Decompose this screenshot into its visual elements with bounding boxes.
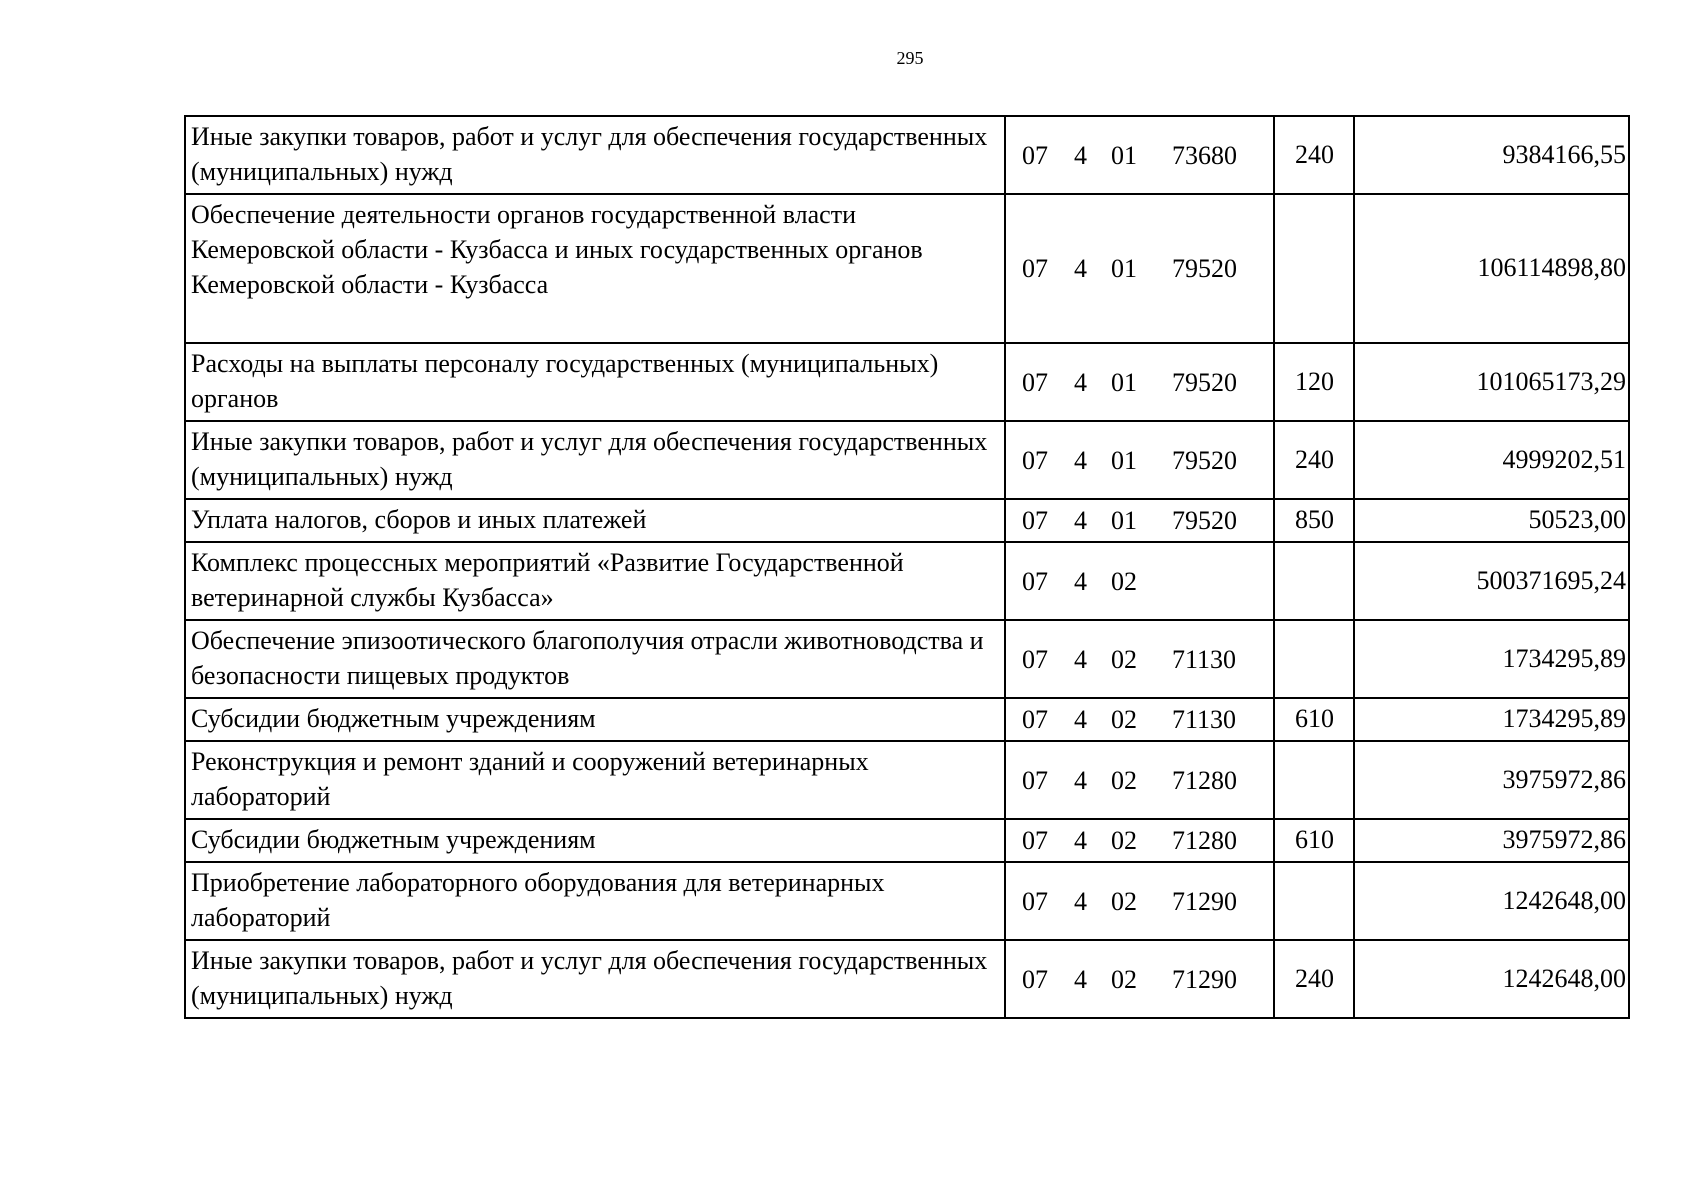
table-row [185, 499, 1629, 542]
subprogram-code: 02 [1111, 886, 1137, 916]
expense-type-code [1274, 862, 1354, 940]
expense-type-code: 240 [1274, 116, 1354, 194]
amount-value: 1242648,00 [1354, 940, 1629, 1018]
subprogram-code: 01 [1111, 254, 1137, 283]
direction-code: 79520 [1172, 367, 1237, 397]
direction-code: 79520 [1172, 445, 1237, 475]
section-code: 07 [1022, 964, 1048, 994]
direction-code: 71130 [1172, 705, 1237, 734]
direction-code: 71130 [1172, 644, 1237, 674]
expense-type-code [1274, 542, 1354, 620]
expense-type-code: 240 [1274, 421, 1354, 499]
table-row [185, 116, 1629, 194]
expense-type-code: 120 [1274, 343, 1354, 421]
table-row [185, 620, 1629, 698]
subprogram-code: 01 [1111, 367, 1137, 397]
program-code: 4 [1074, 705, 1087, 734]
program-code: 4 [1074, 886, 1087, 916]
program-code: 4 [1074, 826, 1087, 855]
amount-value: 4999202,51 [1354, 421, 1629, 499]
table-row [185, 698, 1629, 741]
amount-value: 3975972,86 [1354, 819, 1629, 862]
expense-name: Расходы на выплаты персоналу государственных (муниципальных) органов [185, 343, 1005, 421]
expense-type-code [1274, 194, 1354, 343]
amount-value: 1734295,89 [1354, 620, 1629, 698]
direction-code: 79520 [1172, 506, 1237, 535]
program-code: 4 [1074, 445, 1087, 475]
subprogram-code: 02 [1111, 566, 1137, 596]
amount-value: 500371695,24 [1354, 542, 1629, 620]
section-code: 07 [1022, 367, 1048, 397]
classification-code [1005, 620, 1274, 698]
budget-table [184, 115, 1630, 1019]
subprogram-code: 02 [1111, 705, 1137, 734]
classification-code [1005, 819, 1274, 862]
program-code: 4 [1074, 765, 1087, 795]
expense-name: Уплата налогов, сборов и иных платежей [185, 499, 1005, 542]
classification-code [1005, 698, 1274, 741]
direction-code: 71290 [1172, 886, 1237, 916]
section-code: 07 [1022, 506, 1048, 535]
section-code: 07 [1022, 254, 1048, 283]
direction-code: 71280 [1172, 765, 1237, 795]
table-row [185, 194, 1629, 343]
section-code: 07 [1022, 140, 1048, 170]
table-row [185, 862, 1629, 940]
subprogram-code: 02 [1111, 826, 1137, 855]
classification-code [1005, 343, 1274, 421]
direction-code: 71290 [1172, 964, 1237, 994]
classification-code [1005, 542, 1274, 620]
table-row [185, 343, 1629, 421]
section-code: 07 [1022, 826, 1048, 855]
expense-name: Обеспечение эпизоотического благополучия отрасли животноводства и безопасности пищевых продуктов [185, 620, 1005, 698]
table-row [185, 741, 1629, 819]
expense-type-code: 610 [1274, 819, 1354, 862]
expense-name: Иные закупки товаров, работ и услуг для обеспечения государственных (муниципальных) нужд [185, 940, 1005, 1018]
section-code: 07 [1022, 445, 1048, 475]
program-code: 4 [1074, 140, 1087, 170]
classification-code [1005, 862, 1274, 940]
program-code: 4 [1074, 367, 1087, 397]
section-code: 07 [1022, 886, 1048, 916]
classification-code [1005, 741, 1274, 819]
section-code: 07 [1022, 566, 1048, 596]
table-row [185, 421, 1629, 499]
subprogram-code: 02 [1111, 964, 1137, 994]
expense-type-code [1274, 620, 1354, 698]
direction-code: 79520 [1172, 254, 1237, 283]
amount-value: 1734295,89 [1354, 698, 1629, 741]
classification-code [1005, 499, 1274, 542]
table-row [185, 819, 1629, 862]
expense-name: Реконструкция и ремонт зданий и сооружений ветеринарных лабораторий [185, 741, 1005, 819]
direction-code: 71280 [1172, 826, 1237, 855]
program-code: 4 [1074, 964, 1087, 994]
amount-value: 106114898,80 [1354, 194, 1629, 343]
expense-name: Приобретение лабораторного оборудования для ветеринарных лабораторий [185, 862, 1005, 940]
amount-value: 1242648,00 [1354, 862, 1629, 940]
expense-type-code [1274, 741, 1354, 819]
section-code: 07 [1022, 644, 1048, 674]
amount-value: 101065173,29 [1354, 343, 1629, 421]
expense-name: Субсидии бюджетным учреждениям [185, 698, 1005, 741]
classification-code [1005, 421, 1274, 499]
expense-name: Комплекс процессных мероприятий «Развитие Государственной ветеринарной службы Кузбасса» [185, 542, 1005, 620]
budget-table-body [185, 116, 1629, 1018]
program-code: 4 [1074, 506, 1087, 535]
amount-value: 50523,00 [1354, 499, 1629, 542]
subprogram-code: 01 [1111, 140, 1137, 170]
program-code: 4 [1074, 566, 1087, 596]
amount-value: 3975972,86 [1354, 741, 1629, 819]
expense-type-code: 850 [1274, 499, 1354, 542]
section-code: 07 [1022, 765, 1048, 795]
subprogram-code: 02 [1111, 644, 1137, 674]
classification-code [1005, 194, 1274, 343]
subprogram-code: 01 [1111, 445, 1137, 475]
expense-name: Иные закупки товаров, работ и услуг для обеспечения государственных (муниципальных) нужд [185, 421, 1005, 499]
expense-name: Субсидии бюджетным учреждениям [185, 819, 1005, 862]
expense-name: Иные закупки товаров, работ и услуг для обеспечения государственных (муниципальных) нужд [185, 116, 1005, 194]
program-code: 4 [1074, 644, 1087, 674]
section-code: 07 [1022, 705, 1048, 734]
expense-name: Обеспечение деятельности органов государственной власти Кемеровской области - Кузбасса и иных государственных органов Кемеровской области - Кузбасса [185, 194, 1005, 343]
subprogram-code: 02 [1111, 765, 1137, 795]
page-number: 295 [896, 48, 924, 68]
direction-code: 73680 [1172, 140, 1237, 170]
expense-type-code: 610 [1274, 698, 1354, 741]
subprogram-code: 01 [1111, 506, 1137, 535]
expense-type-code: 240 [1274, 940, 1354, 1018]
table-row [185, 542, 1629, 620]
classification-code [1005, 940, 1274, 1018]
table-row [185, 940, 1629, 1018]
amount-value: 9384166,55 [1354, 116, 1629, 194]
classification-code [1005, 116, 1274, 194]
program-code: 4 [1074, 254, 1087, 283]
